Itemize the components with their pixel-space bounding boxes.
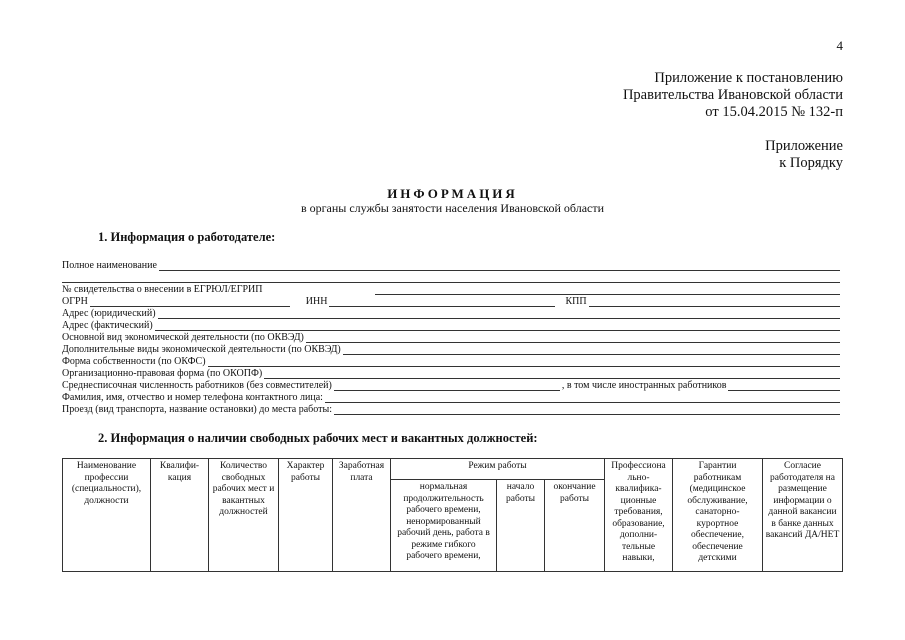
appendix-line-3: от 15.04.2015 № 132-п [705, 104, 843, 120]
row-main-activity [62, 331, 842, 343]
col-mode-end: окончание работы [545, 480, 605, 572]
row-ogrn-inn-kpp [62, 295, 842, 307]
vacancies-table [62, 458, 843, 572]
label-foreign: , в том числе иностранных работников [561, 380, 727, 391]
label-full-name: Полное наименование [62, 260, 157, 271]
full-name-field[interactable] [159, 261, 840, 271]
col-prof-requirements: Профессиона льно-квалифика-ционные требования, образование, дополни-тельные навыки, [605, 459, 673, 572]
col-profession: Наименование профессии (специальности), должности [63, 459, 151, 572]
label-kpp: КПП [565, 296, 587, 307]
label-address-legal: Адрес (юридический) [62, 308, 156, 319]
row-full-name-cont [62, 271, 842, 283]
appendix-line-1: Приложение к постановлению [654, 70, 843, 86]
row-certificate [62, 283, 842, 295]
row-extra-activity [62, 343, 842, 355]
row-headcount [62, 379, 842, 391]
contact-field[interactable] [325, 393, 840, 403]
row-route [62, 403, 842, 415]
row-legal-form [62, 367, 842, 379]
col-guarantees: Гарантии работникам (медицинское обслуживание, санаторно-курортное обеспечение, обеспечение детскими [673, 459, 763, 572]
col-nature: Характер работы [279, 459, 333, 572]
appendix-line-2: Правительства Ивановской области [622, 87, 843, 103]
row-contact [62, 391, 842, 403]
label-ogrn: ОГРН [62, 296, 88, 307]
col-mode-normal: нормальная продолжительность рабочего времени, ненормированный рабочий день, работа в режиме гибкого рабочего времени, [391, 480, 497, 572]
extra-activity-field[interactable] [343, 345, 840, 355]
col-work-mode: Режим работы [391, 459, 605, 480]
kpp-field[interactable] [589, 297, 840, 307]
certificate-field[interactable] [375, 285, 841, 295]
address-legal-field[interactable] [158, 309, 840, 319]
document-subtitle: в органы службы занятости населения Ивановской области [300, 201, 605, 215]
label-headcount: Среднесписочная численность работников (без совместителей) [62, 380, 332, 391]
row-address-legal [62, 307, 842, 319]
col-count: Количество свободных рабочих мест и вакантных должностей [209, 459, 279, 572]
label-contact: Фамилия, имя, отчество и номер телефона контактного лица: [62, 392, 323, 403]
ogrn-field[interactable] [90, 297, 290, 307]
label-certificate: № свидетельства о внесении в ЕГРЮЛ/ЕГРИП [62, 284, 263, 295]
label-route: Проезд (вид транспорта, название остановки) до места работы: [62, 404, 332, 415]
main-activity-field[interactable] [306, 333, 840, 343]
label-extra-activity: Дополнительные виды экономической деятельности (по ОКВЭД) [62, 344, 341, 355]
label-ownership: Форма собственности (по ОКФС) [62, 356, 206, 367]
row-full-name [62, 259, 842, 271]
label-address-actual: Адрес (фактический) [62, 320, 153, 331]
label-main-activity: Основной вид экономической деятельности (по ОКВЭД) [62, 332, 304, 343]
address-actual-field[interactable] [155, 321, 840, 331]
label-inn: ИНН [305, 296, 328, 307]
col-mode-start: начало работы [497, 480, 545, 572]
document-title: ИНФОРМАЦИЯ [387, 186, 518, 201]
col-consent: Согласие работодателя на размещение информации о данной вакансии в банке данных вакансий ДА/НЕТ [763, 459, 843, 572]
full-name-field-cont[interactable] [62, 273, 840, 283]
legal-form-field[interactable] [264, 369, 840, 379]
col-salary: Заработная плата [333, 459, 391, 572]
headcount-field[interactable] [334, 381, 560, 391]
row-ownership [62, 355, 842, 367]
label-legal-form: Организационно-правовая форма (по ОКОПФ) [62, 368, 263, 379]
col-qualification: Квалифи-кация [151, 459, 209, 572]
sub-appendix-line-2: к Порядку [779, 155, 843, 171]
page-number: 4 [836, 38, 843, 53]
row-address-actual [62, 319, 842, 331]
foreign-field[interactable] [728, 381, 840, 391]
ownership-field[interactable] [208, 357, 840, 367]
section2-heading: 2. Информация о наличии свободных рабочих мест и вакантных должностей: [98, 431, 538, 445]
section1-heading: 1. Информация о работодателе: [98, 230, 276, 244]
sub-appendix-line-1: Приложение [765, 138, 843, 154]
inn-field[interactable] [329, 297, 555, 307]
route-field[interactable] [334, 405, 840, 415]
